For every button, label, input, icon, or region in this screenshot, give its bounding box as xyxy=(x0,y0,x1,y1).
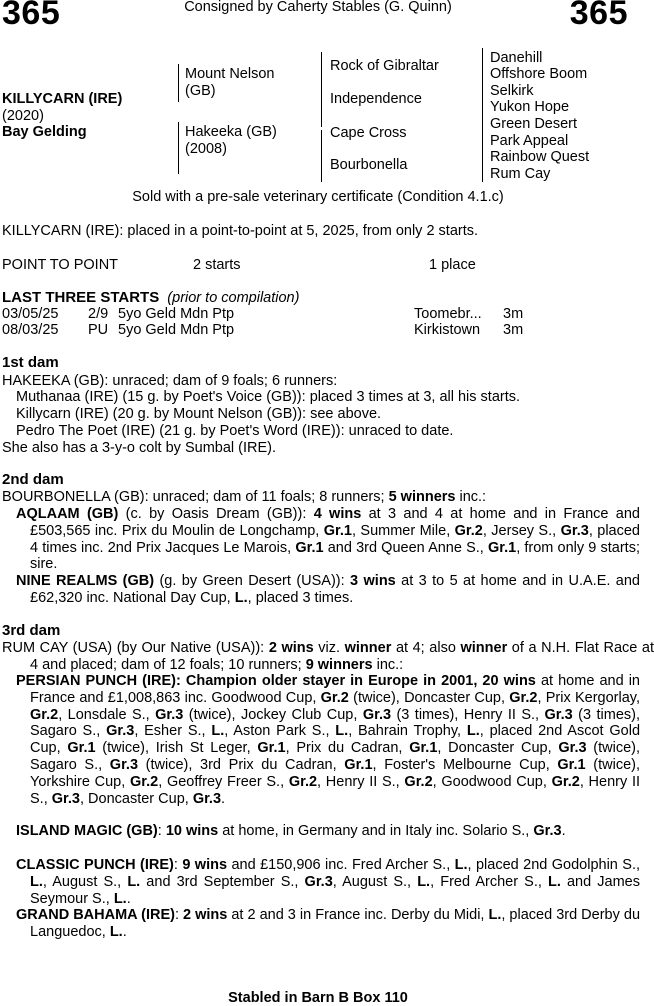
persian-punch-name: PERSIAN PUNCH (IRE) xyxy=(16,673,176,689)
pedigree-line-sire xyxy=(178,64,179,102)
first-dam-intro: HAKEEKA (GB): unraced; dam of 9 foals; 6 runners: xyxy=(2,373,338,389)
record-starts: 2 starts xyxy=(193,257,241,273)
gen4-ancestor: Offshore Boom xyxy=(490,66,588,82)
dam-sire: Cape Cross xyxy=(330,125,407,141)
last-starts-heading xyxy=(2,290,299,307)
start-distance: 3m xyxy=(503,322,524,338)
start-position: PU xyxy=(88,322,109,338)
pedigree-line-gen3b xyxy=(321,130,322,182)
sire-dam: Independence xyxy=(330,91,422,107)
record-places: 1 place xyxy=(429,257,476,273)
lot-number-right: 365 xyxy=(569,0,628,32)
horse-year: (2020) xyxy=(2,108,44,124)
start-date: 08/03/25 xyxy=(2,322,59,338)
first-dam-offspring: Killycarn (IRE) (20 g. by Mount Nelson (GB)): see above. xyxy=(16,406,382,422)
grand-bahama-name: GRAND BAHAMA (IRE) xyxy=(16,907,175,923)
nine-realms-name: NINE REALMS (GB) xyxy=(16,573,155,589)
gen4-ancestor: Park Appeal xyxy=(490,133,569,149)
start-race: 5yo Geld Mdn Ptp xyxy=(118,322,235,338)
start-distance: 3m xyxy=(503,306,524,322)
summary: KILLYCARN (IRE): placed in a point-to-point at 5, 2025, from only 2 starts. xyxy=(2,223,479,239)
start-date: 03/05/25 xyxy=(2,306,59,322)
dam-dam: Bourbonella xyxy=(330,157,408,173)
record-label: POINT TO POINT xyxy=(2,257,119,273)
second-dam-title: 2nd dam xyxy=(2,471,64,488)
start-race: 5yo Geld Mdn Ptp xyxy=(118,306,235,322)
aqlaam-name: AQLAAM (GB) xyxy=(16,506,119,522)
first-dam-closing: She also has a 3-y-o colt by Sumbal (IRE). xyxy=(2,440,277,456)
start-course: Kirkistown xyxy=(414,322,481,338)
horse-description: Bay Gelding xyxy=(2,124,87,140)
dam-year: (2008) xyxy=(185,141,227,157)
grand-bahama-entry: GRAND BAHAMA (IRE): 2 wins at 2 and 3 in France inc. Derby du Midi, L., placed 3rd Derby du Languedoc, L.. xyxy=(16,907,641,940)
first-dam-offspring: Pedro The Poet (IRE) (21 g. by Poet's Word (IRE)): unraced to date. xyxy=(16,423,454,439)
dam: Hakeeka (GB) xyxy=(185,124,277,140)
nine-realms-entry: NINE REALMS (GB) (g. by Green Desert (USA)): 3 wins at 3 to 5 at home and in U.A.E. and £62,320 inc. National Day Cup, L., placed 3 times. xyxy=(16,573,640,606)
gen4-ancestor: Rum Cay xyxy=(490,166,551,182)
gen4-ancestor: Selkirk xyxy=(490,83,534,99)
pedigree-line-dam xyxy=(178,122,179,174)
pedigree-line-gen4 xyxy=(482,48,483,182)
third-dam-title: 3rd dam xyxy=(2,622,61,639)
classic-punch-name: CLASSIC PUNCH (IRE) xyxy=(16,857,174,873)
horse-name: KILLYCARN (IRE) xyxy=(2,91,123,107)
classic-punch-entry: CLASSIC PUNCH (IRE): 9 wins and £150,906 inc. Fred Archer S., L., placed 2nd Godolphin S., L., August S., L. and 3rd September S., Gr.3, August S., L., Fred Archer S., L. and James Seymour S., L.. xyxy=(16,857,641,907)
persian-punch-entry: PERSIAN PUNCH (IRE): Champion older stayer in Europe in 2001, 20 wins at home and in France and £1,008,863 inc. Goodwood Cup, Gr.2 (twice), Doncaster Cup, Gr.2, Prix Kergorlay, Gr.2, Lonsdale S., Gr.3 (twice), Jockey Club Cup, Gr.3 (3 times), Henry II S., Gr.3 (3 times), Sagaro S., Gr.3, Esher S., L., Aston Park S., L., Bahrain Trophy, L., placed 2nd Ascot Gold Cup, Gr.1 (twice), Irish St Leger, Gr.1, Prix du Cadran, Gr.1, Doncaster Cup, Gr.3 (twice), Sagaro S., Gr.3 (twice), 3rd Prix du Cadran, Gr.1, Foster's Melbourne Cup, Gr.1 (twice), Yorkshire Cup, Gr.2, Geoffrey Freer S., Gr.2, Henry II S., Gr.2, Goodwood Cup, Gr.2, Henry II S., Gr.3, Doncaster Cup, Gr.3. xyxy=(16,673,641,807)
start-position: 2/9 xyxy=(88,306,109,322)
gen4-ancestor: Danehill xyxy=(490,50,543,66)
second-dam-intro: BOURBONELLA (GB): unraced; dam of 11 foals; 8 runners; 5 winners inc.: xyxy=(2,489,487,505)
last-starts-title: LAST THREE STARTS xyxy=(2,289,160,306)
sire: Mount Nelson xyxy=(185,66,275,82)
gen4-ancestor: Yukon Hope xyxy=(490,99,570,115)
aqlaam-entry: AQLAAM (GB) (c. by Oasis Dream (GB)): 4 wins at 3 and 4 at home and in France and £503,565 inc. Prix du Moulin de Longchamp, Gr.1, Summer Mile, Gr.2, Jersey S., Gr.3, placed 4 times inc. 2nd Prix Jacques Le Marois, Gr.1 and 3rd Queen Anne S., Gr.1, from only 9 starts; sire. xyxy=(16,506,640,573)
pedigree-line-gen3a xyxy=(321,52,322,127)
consignor: Consigned by Caherty Stables (G. Quinn) xyxy=(184,0,452,15)
gen4-ancestor: Rainbow Quest xyxy=(490,149,590,165)
island-magic-entry: ISLAND MAGIC (GB): 10 wins at home, in Germany and in Italy inc. Solario S., Gr.3. xyxy=(16,823,566,839)
lot-number-left: 365 xyxy=(2,0,61,32)
start-course: Toomebr... xyxy=(414,306,482,322)
island-magic-name: ISLAND MAGIC (GB) xyxy=(16,823,158,839)
first-dam-offspring: Muthanaa (IRE) (15 g. by Poet's Voice (GB)): placed 3 times at 3, all his starts. xyxy=(16,389,521,405)
sire-country: (GB) xyxy=(185,83,216,99)
third-dam-intro: RUM CAY (USA) (by Our Native (USA)): 2 wins viz. winner at 4; also winner of a N.H. Flat Race at 4 and placed; dam of 12 foals; 10 runners; 9 winners inc.: xyxy=(2,640,654,673)
first-dam-title: 1st dam xyxy=(2,354,59,371)
vet-note: Sold with a pre-sale veterinary certificate (Condition 4.1.c) xyxy=(132,189,504,205)
gen4-ancestor: Green Desert xyxy=(490,116,578,132)
sire-sire: Rock of Gibraltar xyxy=(330,58,439,74)
stabling-info: Stabled in Barn B Box 110 xyxy=(228,990,408,1006)
last-starts-subtitle: (prior to compilation) xyxy=(167,290,300,306)
